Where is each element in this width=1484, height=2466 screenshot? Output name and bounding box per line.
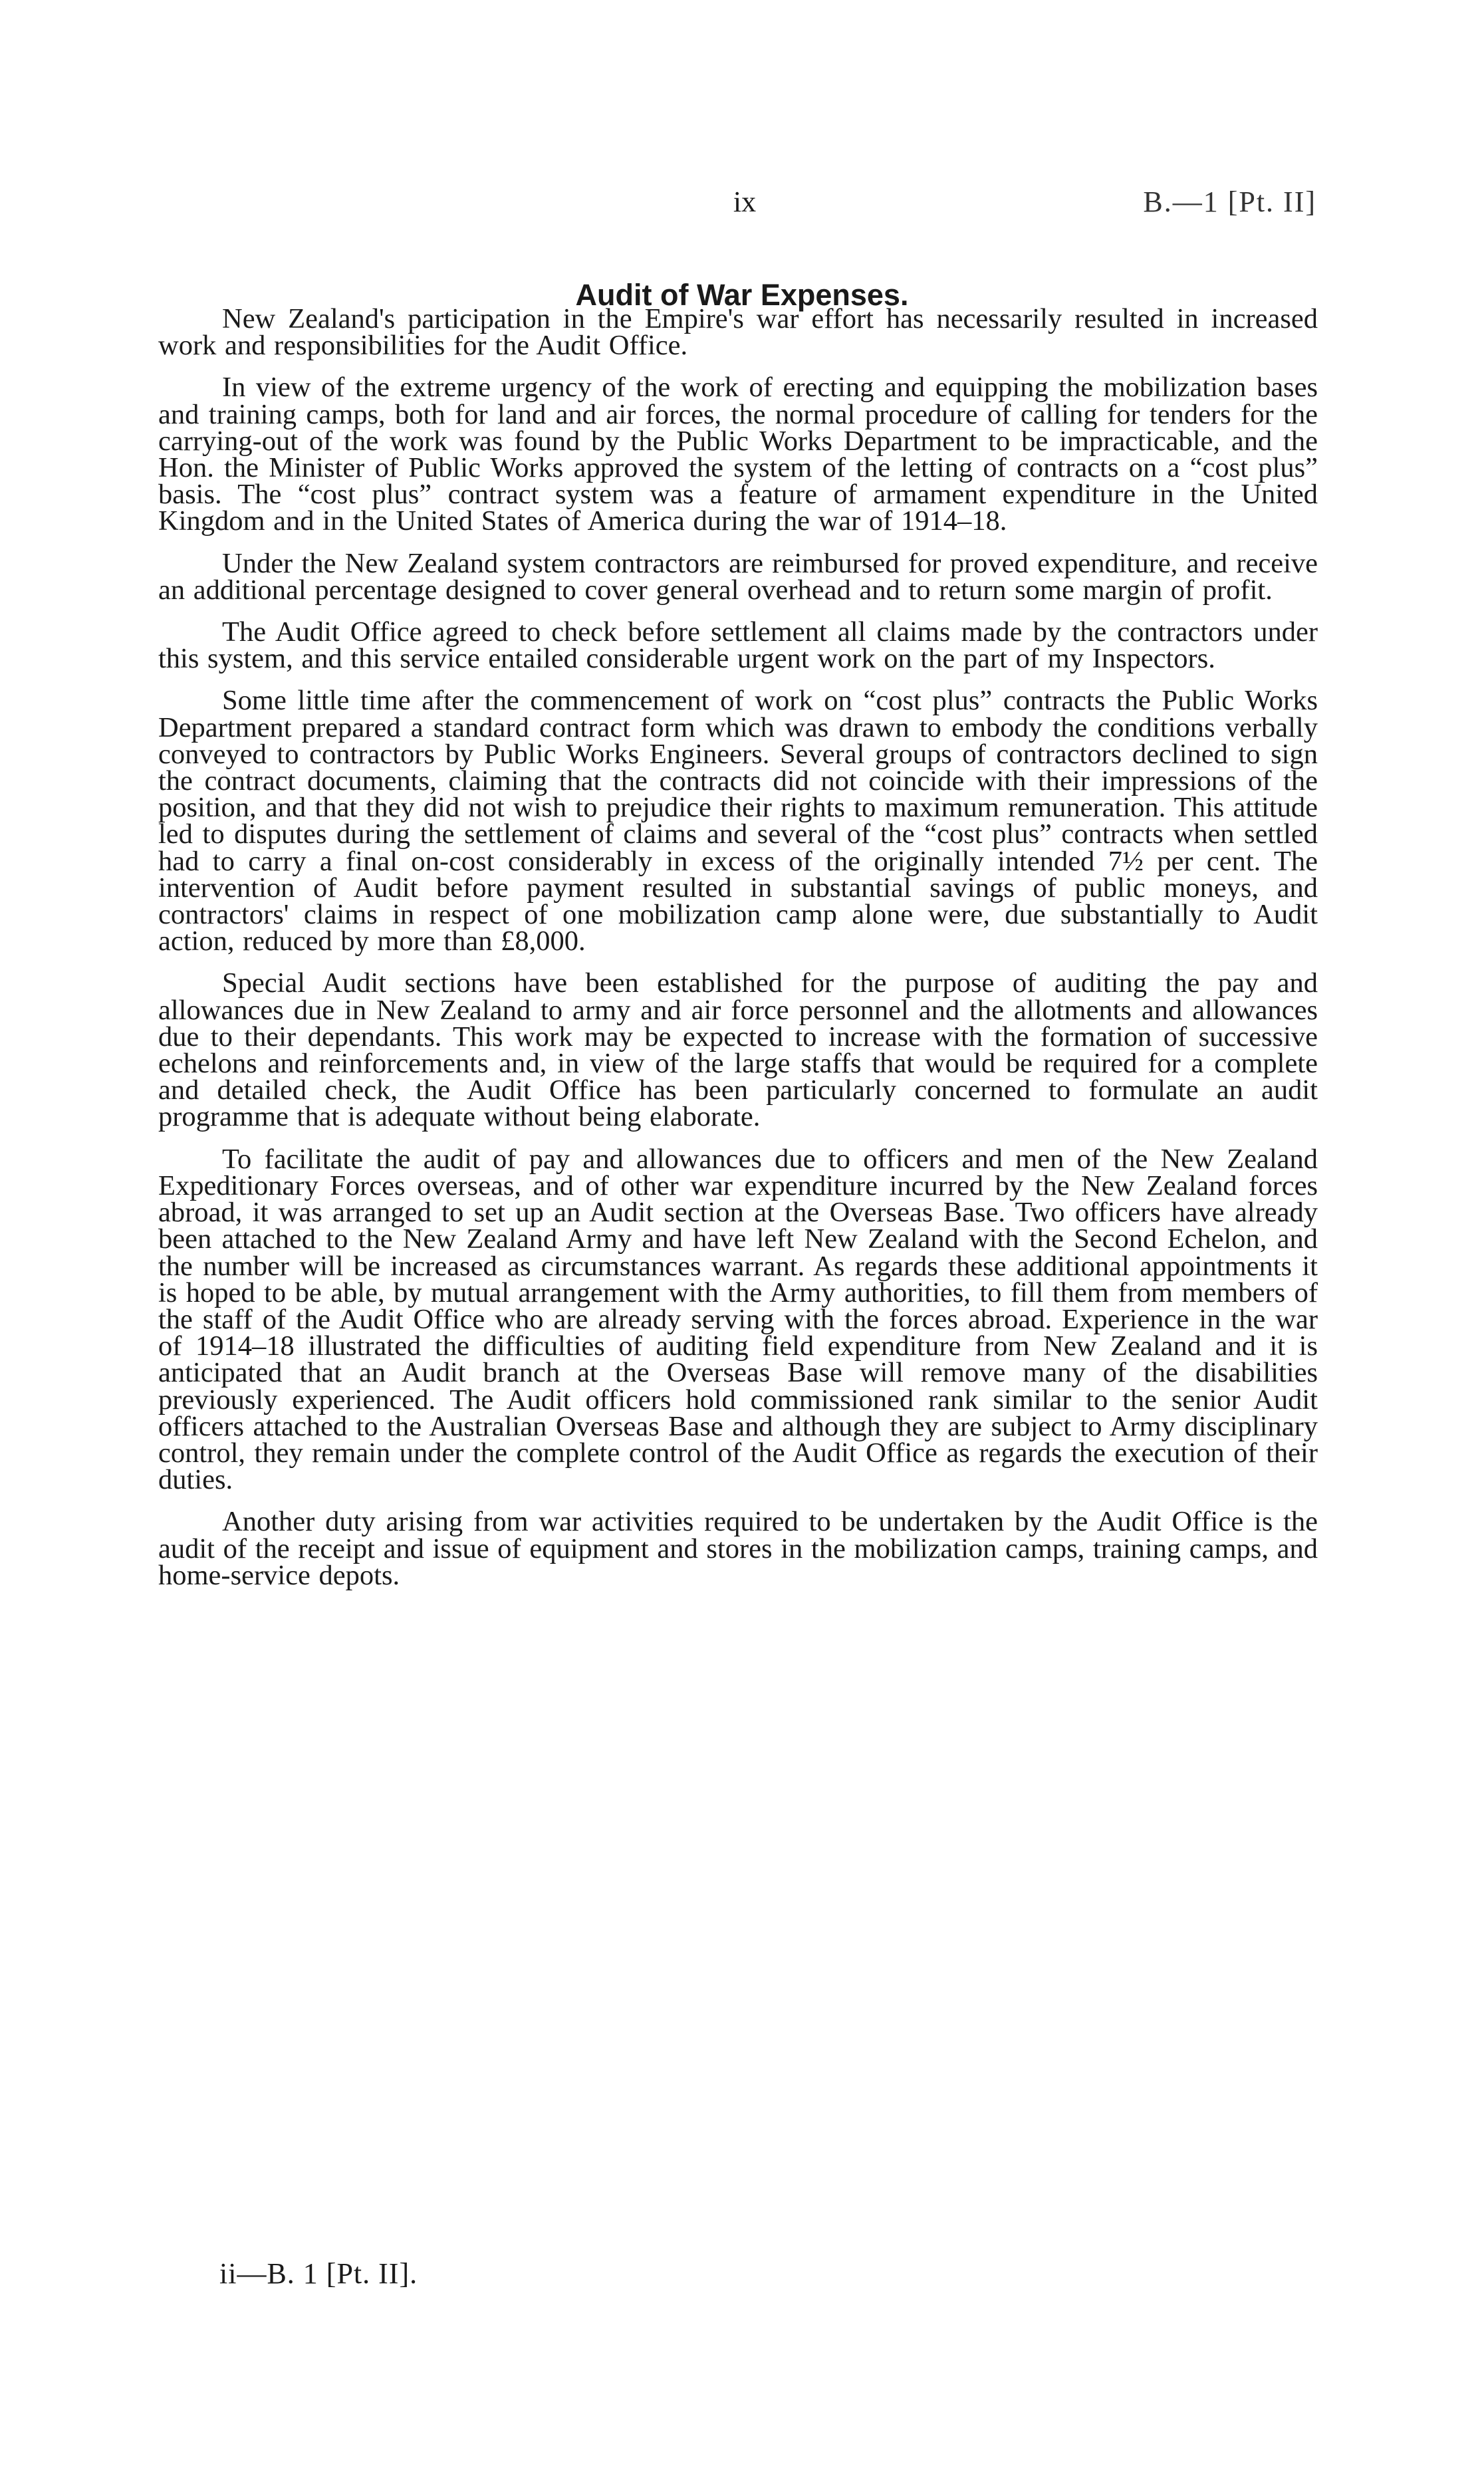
paragraph-special-audit-sections: Special Audit sections have been established for the purpose of auditing the pay and allowances due in New Zealand to army and air force personnel and the allotments and allowances due to their dependants. This work may be expected to increase with the formation of successive echelons and reinforcements and, in view of the large staffs that would be required for a complete and detailed check, the Audit Office has been particularly concerned to formulate an audit programme that is adequate without being elaborate. (158, 967, 1318, 1133)
paragraph-reimbursement: Under the New Zealand system contractors are reimbursed for proved expenditure, and receive an additional percentage designed to cover general overhead and to return some margin of profit. (158, 547, 1318, 606)
signature-mark: ii—B. 1 [Pt. II]. (219, 2257, 418, 2290)
paragraph-claims-check: The Audit Office agreed to check before settlement all claims made by the contractors under this system, and this service entailed considerable urgent work on the part of my Inspectors. (158, 616, 1318, 675)
section-title: Audit of War Expenses. (575, 278, 909, 312)
page-number: ix (733, 185, 757, 218)
document-reference: B.—1 [Pt. II] (1143, 185, 1316, 218)
paragraph-participation: New Zealand's participation in the Empire's war effort has necessarily resulted in increased work and responsibilities for the Audit Office. (158, 303, 1318, 362)
paragraph-equipment-stores: Another duty arising from war activities required to be undertaken by the Audit Office is the audit of the receipt and issue of equipment and stores in the mobilization camps, training camps, and home-service depots. (158, 1506, 1318, 1591)
body-text (158, 303, 1318, 1604)
paragraph-cost-plus-system: In view of the extreme urgency of the work of erecting and equipping the mobilization bases and training camps, both for land and air forces, the normal procedure of calling for tenders for the carrying-out of the work was found by the Public Works Department to be impracticable, and the Hon. the Minister of Public Works approved the system of the letting of contracts on a “cost plus” basis. The “cost plus” contract system was a feature of armament expenditure in the United Kingdom and in the United States of America during the war of 1914–18. (158, 372, 1318, 537)
paragraph-overseas-base: To facilitate the audit of pay and allowances due to officers and men of the New Zealand Expeditionary Forces overseas, and of other war expenditure incurred by the New Zealand forces abroad, it was arranged to set up an Audit section at the Overseas Base. Two officers have already been attached to the New Zealand Army and have left New Zealand with the Second Echelon, and the number will be increased as circumstances warrant. As regards these additional appointments it is hoped to be able, by mutual arrangement with the Army authorities, to fill them from members of the staff of the Audit Office who are already serving with the forces abroad. Experience in the war of 1914–18 illustrated the difficulties of auditing field expenditure from New Zealand and it is anticipated that an Audit branch at the Overseas Base will remove many of the disabilities previously experienced. The Audit officers hold commissioned rank similar to the senior Audit officers attached to the Australian Overseas Base and although they are subject to Army disciplinary control, they remain under the complete control of the Audit Office as regards the execution of their duties. (158, 1143, 1318, 1496)
paragraph-contract-disputes: Some little time after the commencement of work on “cost plus” contracts the Public Works Department prepared a standard contract form which was drawn to embody the conditions verbally conveyed to contractors by Public Works Engineers. Several groups of contractors declined to sign the contract documents, claiming that the contracts did not coincide with their impressions of the position, and that they did not wish to prejudice their rights to maximum remuneration. This attitude led to disputes during the settlement of claims and several of the “cost plus” contracts when settled had to carry a final on-cost considerably in excess of the originally intended 7½ per cent. The intervention of Audit before payment resulted in substantial savings of public moneys, and contractors' claims in respect of one mobilization camp alone were, due substantially to Audit action, reduced by more than £8,000. (158, 685, 1318, 957)
